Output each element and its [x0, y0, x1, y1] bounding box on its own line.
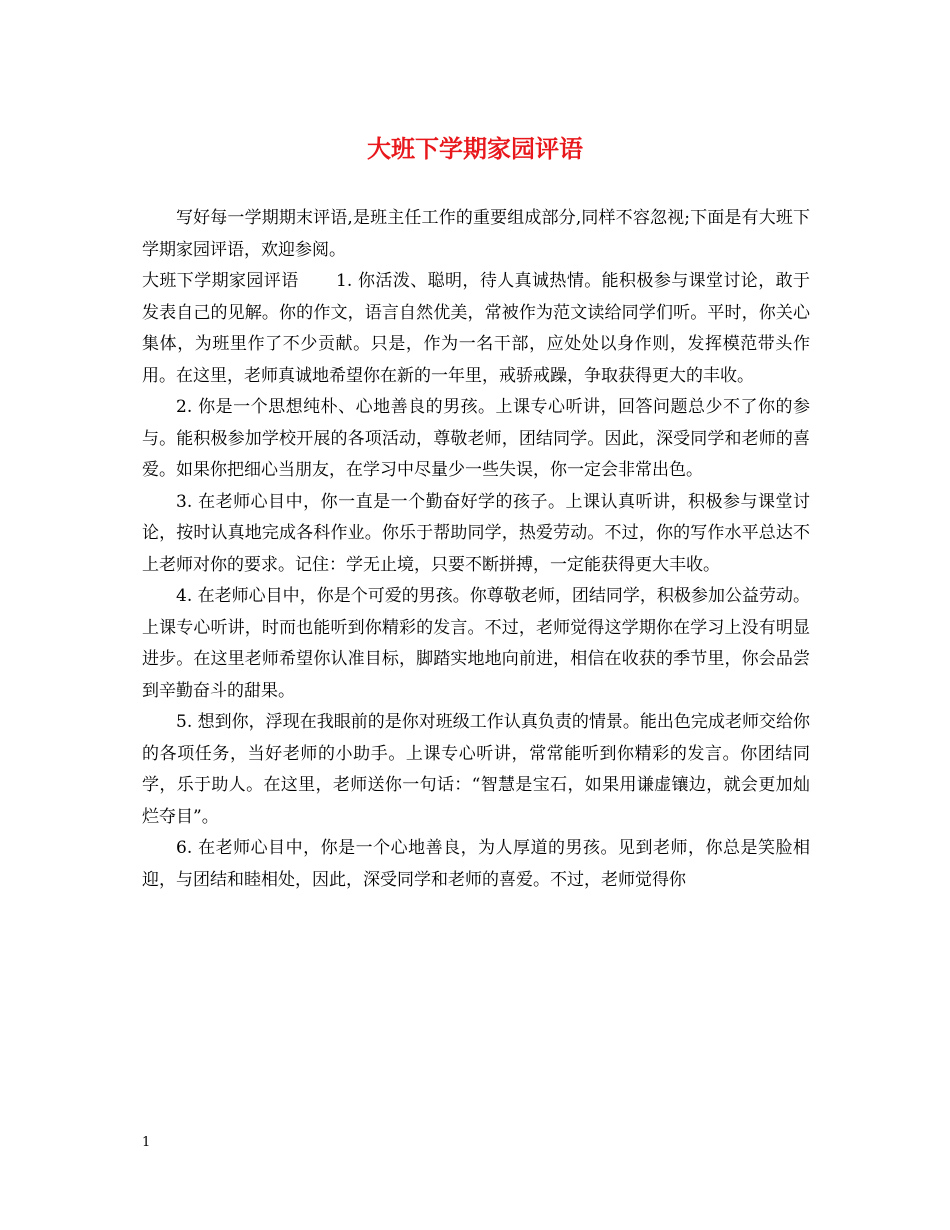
- comment-text-1: 1. 你活泼、聪明，待人真诚热情。能积极参与课堂讨论，敢于发表自己的见解。你的作文，语言自然优美，常被作为范文读给同学们听。平时，你关心集体，为班里作了不少贡献。只是，作为一名干部，应处处以身作则，发挥模范带头作用。在这里，老师真诚地希望你在新的一年里，戒骄戒躁，争取获得更大的丰收。: [142, 271, 811, 386]
- comment-paragraph-6: 6. 在老师心目中，你是一个心地善良，为人厚道的男孩。见到老师，你总是笑脸相迎，与团结和睦相处，因此，深受同学和老师的喜爱。不过，老师觉得你: [142, 838, 810, 890]
- comment-paragraph-5: 5. 想到你，浮现在我眼前的是你对班级工作认真负责的情景。能出色完成老师交给你的各项任务，当好老师的小助手。上课专心听讲，常常能听到你精彩的发言。你团结同学，乐于助人。在这里，老师送你一句话：“智慧是宝石，如果用谦虚镶边，就会更加灿烂夺目”。: [142, 712, 810, 827]
- section-heading: 大班下学期家园评语: [142, 271, 299, 291]
- intro-paragraph: 写好每一学期期末评语,是班主任工作的重要组成部分,同样不容忽视;下面是有大班下学期家园评语，欢迎参阅。: [142, 208, 810, 260]
- comment-paragraph-1: [142, 266, 810, 392]
- comment-paragraph-2: 2. 你是一个思想纯朴、心地善良的男孩。上课专心听讲，回答问题总少不了你的参与。能积极参加学校开展的各项活动，尊敬老师，团结同学。因此，深受同学和老师的喜爱。如果你把细心当朋友，在学习中尽量少一些失误，你一定会非常出色。: [142, 397, 810, 480]
- document-body: [142, 203, 810, 896]
- page-number: 1: [142, 1135, 151, 1150]
- comment-paragraph-4: 4. 在老师心目中，你是个可爱的男孩。你尊敬老师，团结同学，积极参加公益劳动。上课专心听讲，时而也能听到你精彩的发言。不过，老师觉得这学期你在学习上没有明显进步。在这里老师希望你认准目标，脚踏实地地向前进，相信在收获的季节里，你会品尝到辛勤奋斗的甜果。: [142, 586, 810, 701]
- document-title: 大班下学期家园评语: [367, 134, 583, 163]
- comment-paragraph-3: 3. 在老师心目中，你一直是一个勤奋好学的孩子。上课认真听讲，积极参与课堂讨论，按时认真地完成各科作业。你乐于帮助同学，热爱劳动。不过，你的写作水平总达不上老师对你的要求。记住：学无止境，只要不断拼搏，一定能获得更大丰收。: [142, 491, 810, 575]
